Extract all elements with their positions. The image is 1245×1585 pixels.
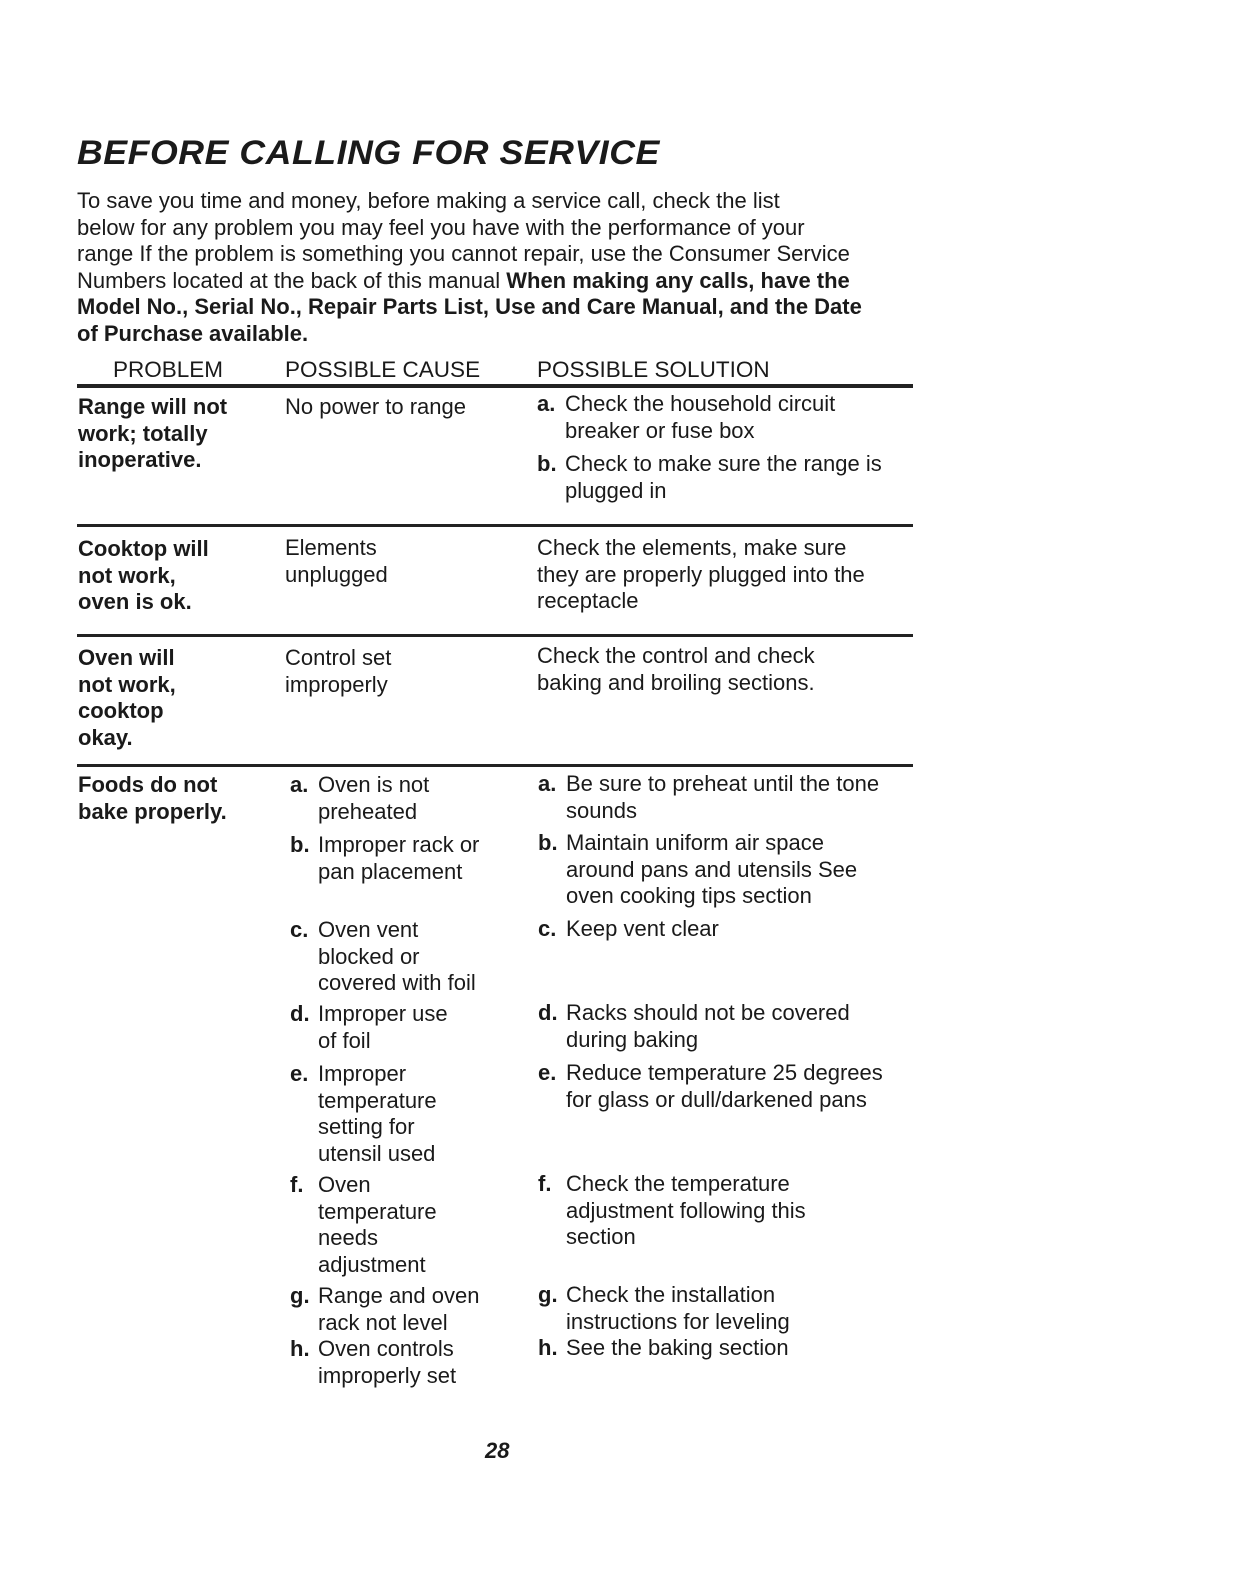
- cause-no-power: No power to range: [285, 394, 466, 419]
- intro-line: range If the problem is something you cannot repair, use the Consumer Service: [77, 241, 850, 266]
- page-number: 28: [485, 1438, 510, 1463]
- intro-line: Model No., Serial No., Repair Parts List, Use and Care Manual, and the Date: [77, 294, 862, 319]
- cause-elements-unplugged: Elements unplugged: [285, 535, 388, 587]
- problem-foods-not-bake: Foods do not bake properly.: [78, 772, 227, 824]
- header-possible-cause: POSSIBLE CAUSE: [285, 357, 481, 382]
- intro-paragraph: [77, 188, 927, 347]
- intro-line: Numbers located at the back of this manual When making any calls, have the: [77, 267, 850, 293]
- solution-check-elements: Check the elements, make sure they are properly plugged into the receptacle: [537, 535, 865, 613]
- intro-line: below for any problem you may feel you have with the performance of your: [77, 214, 805, 240]
- solution-check-control: Check the control and check baking and broiling sections.: [537, 643, 815, 695]
- problem-cooktop-not-work: Cooktop will not work, oven is ok.: [78, 536, 209, 614]
- header-divider: [77, 384, 913, 388]
- problem-oven-not-work: Oven will not work, cooktop okay.: [78, 645, 176, 750]
- intro-line: To save you time and money, before making a service call, check the list: [77, 188, 780, 213]
- header-possible-solution: POSSIBLE SOLUTION: [537, 357, 770, 382]
- row-divider: [77, 764, 913, 767]
- row-divider: [77, 524, 913, 527]
- header-problem: PROBLEM: [113, 357, 224, 382]
- page-title: BEFORE CALLING FOR SERVICE: [77, 134, 660, 172]
- intro-line: of Purchase available.: [77, 320, 309, 346]
- cause-control-set: Control set improperly: [285, 645, 392, 697]
- row-divider: [77, 634, 913, 637]
- problem-range-not-work: Range will not work; totally inoperative.: [78, 394, 228, 472]
